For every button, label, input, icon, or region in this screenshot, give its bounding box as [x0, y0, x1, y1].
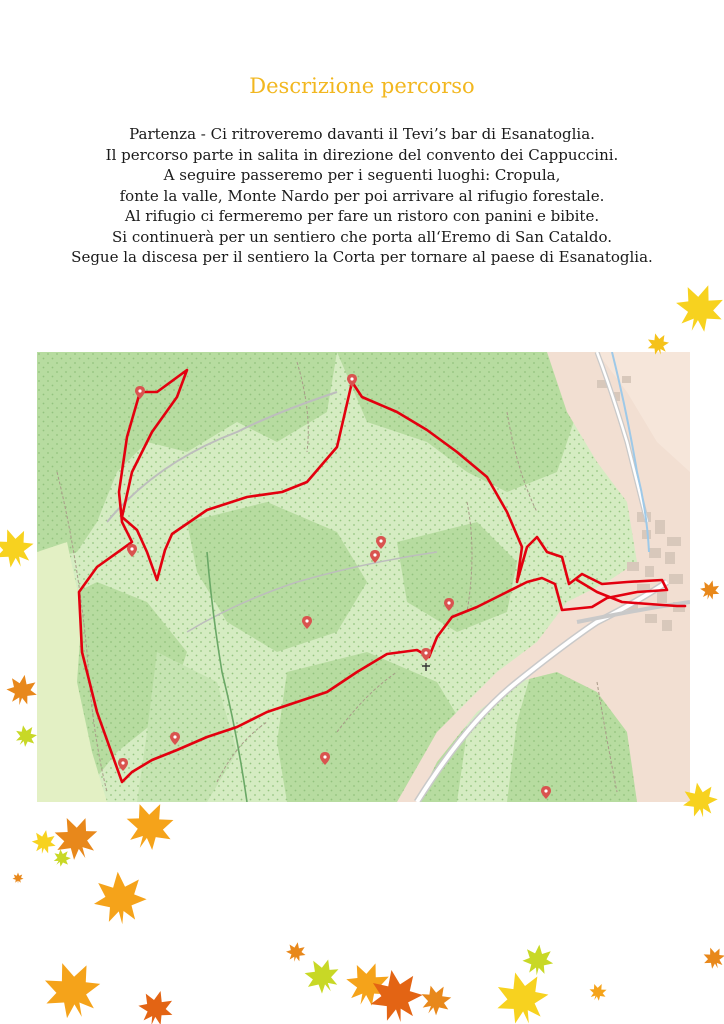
description-line: Il percorso parte in salita in direzione del convento dei Cappuccini. [105, 145, 619, 164]
description-line: Segue la discesa per il sentiero la Corta per tornare al paese di Esanatoglia. [71, 248, 653, 266]
map-canvas [37, 352, 690, 802]
description-line: A seguire passeremo per i seguenti luoghi: Cropula, [163, 166, 561, 184]
route-map [37, 352, 690, 802]
description-line: Si continuerà per un sentiero che porta all‘Eremo di San Cataldo. [112, 227, 612, 246]
description-line: fonte la valle, Monte Nardo per poi arrivare al rifugio forestale. [119, 186, 605, 205]
page-title: Descrizione percorso [249, 74, 475, 98]
route-description [0, 124, 724, 268]
description-line: Partenza - Ci ritroveremo davanti il Tevi’s bar di Esanatoglia. [129, 125, 595, 143]
description-line: Al rifugio ci fermeremo per fare un ristoro con panini e bibite. [124, 207, 600, 225]
